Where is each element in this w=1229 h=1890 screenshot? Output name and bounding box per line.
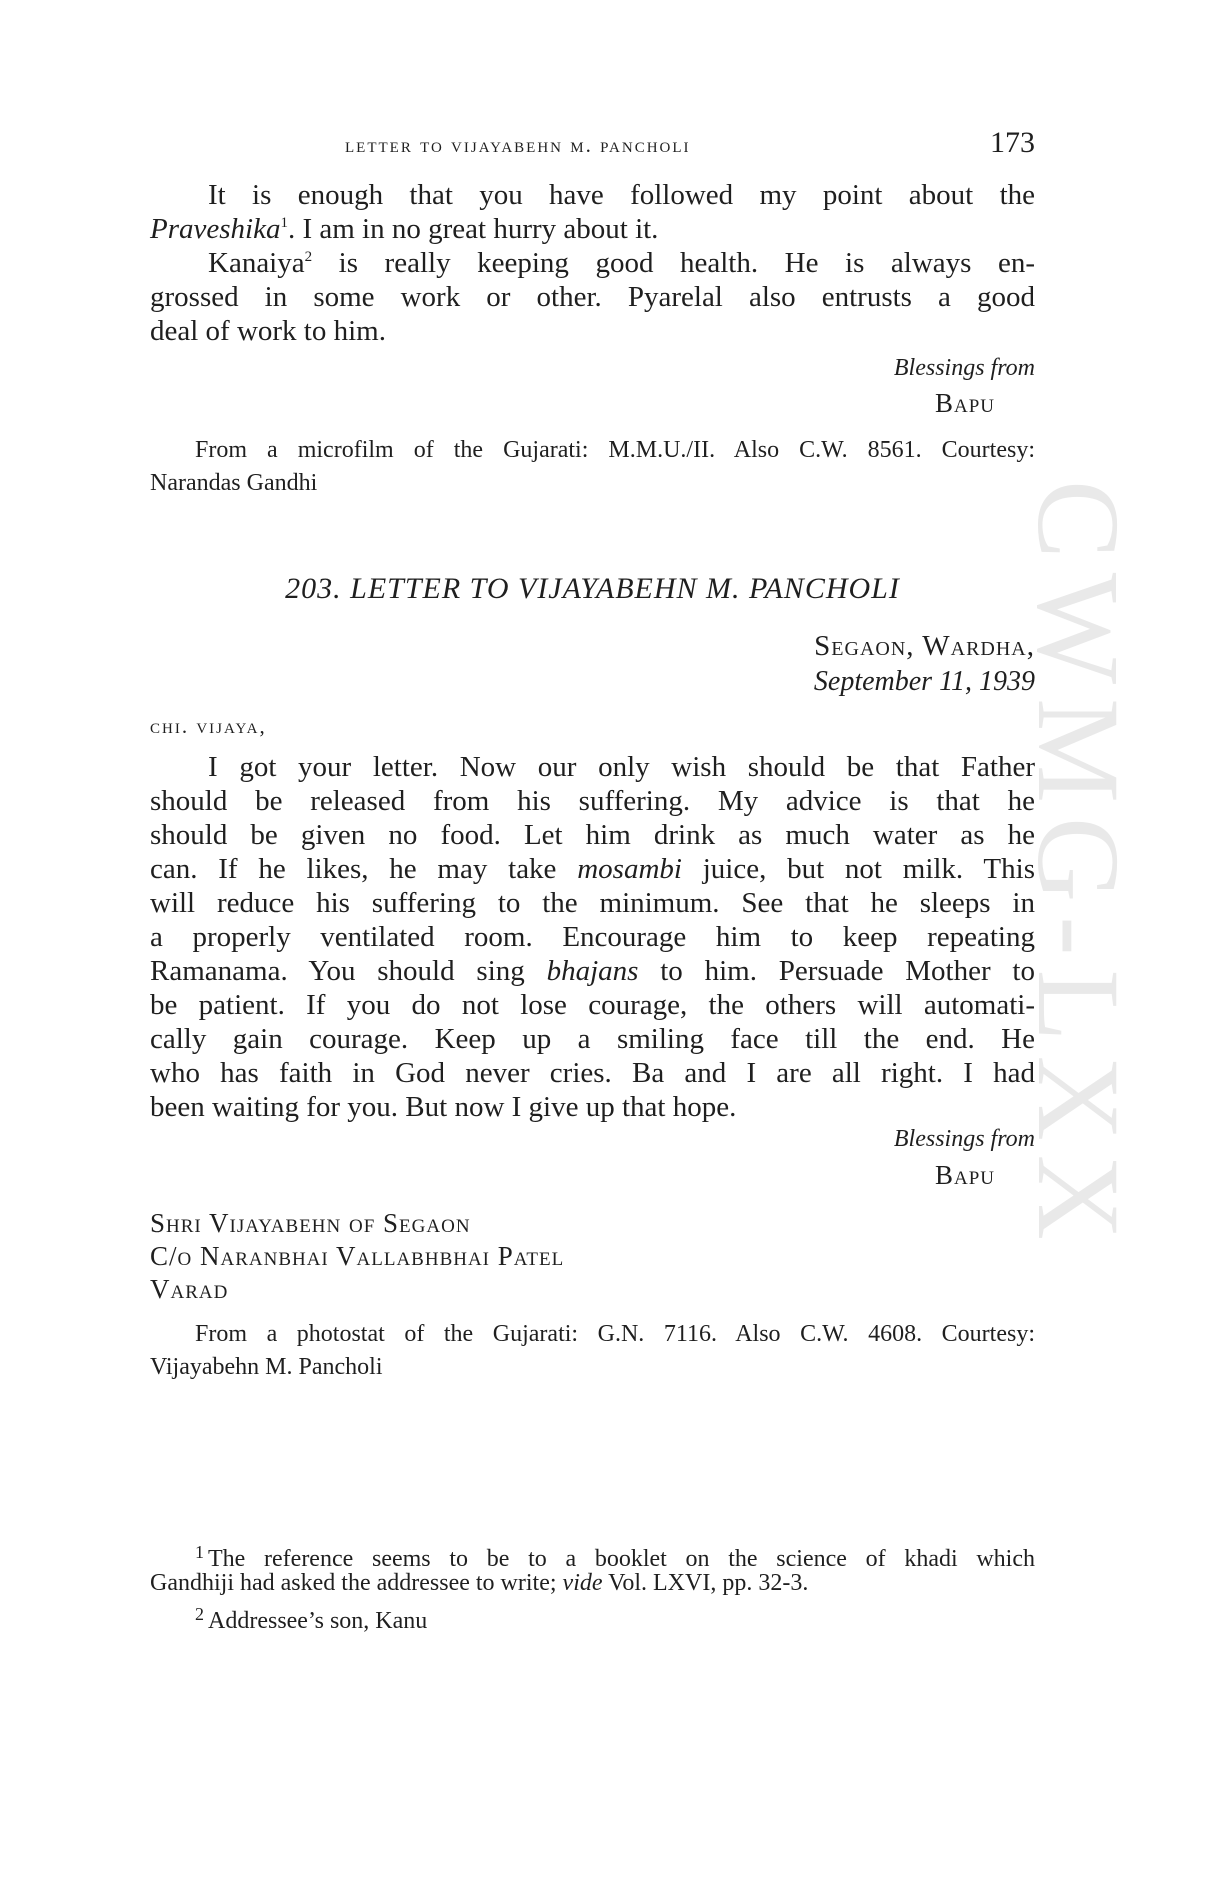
text-line <box>150 1022 1035 1056</box>
letter-source-line2: Vijayabehn M. Pancholi <box>150 1354 383 1380</box>
footnote-2 <box>150 1598 1035 1634</box>
text-run: should be given no food. Let him drink as much water as he <box>150 819 1035 851</box>
text-line <box>150 852 1035 886</box>
prev-source-line2: Narandas Gandhi <box>150 470 318 496</box>
watermark: CWMG-LXX <box>1013 480 1144 1255</box>
text-line <box>150 1056 1035 1090</box>
text-line <box>150 750 1035 784</box>
text-run: grossed in some work or other. Pyarelal also entrusts a good <box>150 281 1035 313</box>
footnote-2-marker: 2 <box>195 1604 204 1624</box>
page-number: 173 <box>990 126 1035 159</box>
running-title: letter to vijayabehn m. pancholi <box>345 133 691 157</box>
text-run: cally gain courage. Keep up a smiling face till the end. He <box>150 1023 1035 1055</box>
text-run: . I am in no great hurry about it. <box>287 213 659 245</box>
text-run: Gandhiji had asked the addressee to write; <box>150 1570 563 1596</box>
footnote-2-text: Addressee’s son, Kanu <box>208 1608 428 1634</box>
footnote-ref: 1 <box>280 215 288 231</box>
text-run: should be released from his suffering. My advice is that he <box>150 785 1035 817</box>
text-run: Kanaiya <box>208 247 305 279</box>
letter-date: September 11, 1939 <box>813 666 1035 697</box>
footnotes <box>150 1536 1035 1634</box>
text-line <box>150 212 1035 246</box>
text-line <box>150 954 1035 988</box>
italic-text: mosambi <box>577 853 682 885</box>
text-run: a properly ventilated room. Encourage him to keep repeating <box>150 921 1035 953</box>
text-run: juice, but not milk. This <box>681 853 1035 885</box>
text-line <box>150 314 1035 348</box>
footnote-1-text: The reference seems to be to a booklet on the science of khadi which <box>208 1546 1035 1572</box>
text-run: Ramanama. You should sing <box>150 955 547 987</box>
address-line2: C/o Naranbhai Vallabhbhai Patel <box>150 1241 565 1271</box>
footnote-ref: 2 <box>304 249 313 265</box>
text-run: It is enough that you have followed my point about the <box>208 179 1035 211</box>
text-run: to him. Persuade Mother to <box>638 955 1035 987</box>
letter-signature: Bapu <box>934 1160 995 1190</box>
text-run: who has faith in God never cries. Ba and I are all right. I had <box>150 1057 1035 1089</box>
text-line <box>150 280 1035 314</box>
text-run: is really keeping good health. He is always en- <box>312 247 1035 279</box>
letter-blessings: Blessings from <box>893 1126 1035 1152</box>
italic-text: bhajans <box>546 955 639 987</box>
text-run: will reduce his suffering to the minimum. See that he sleeps in <box>150 887 1035 919</box>
text-run: can. If he likes, he may take <box>150 853 578 885</box>
text-run: Vol. LXVI, pp. 32-3. <box>602 1570 809 1596</box>
text-run: deal of work to him. <box>150 315 386 347</box>
address-line1: Shri Vijayabehn of Segaon <box>150 1208 471 1238</box>
text-line <box>150 818 1035 852</box>
text-line <box>150 886 1035 920</box>
text-line <box>150 784 1035 818</box>
footnote-1-line1 <box>150 1536 1035 1572</box>
text-run: I got your letter. Now our only wish should be that Father <box>208 751 1035 783</box>
text-line <box>150 920 1035 954</box>
footnote-1-marker: 1 <box>195 1542 204 1562</box>
text-line <box>150 178 1035 212</box>
prev-source-note <box>150 434 1035 500</box>
text-line <box>150 988 1035 1022</box>
address-line3: Varad <box>150 1274 229 1304</box>
text-line <box>150 246 1035 280</box>
italic-text: vide <box>562 1570 603 1596</box>
prev-letter-body <box>150 178 1035 348</box>
salutation: chi. vijaya, <box>150 714 267 738</box>
text-run: be patient. If you do not lose courage, the others will automati- <box>150 989 1035 1021</box>
prev-source-line1: From a microfilm of the Gujarati: M.M.U./II. Also C.W. 8561. Courtesy: <box>195 437 1035 463</box>
letter-source-line1: From a photostat of the Gujarati: G.N. 7116. Also C.W. 4608. Courtesy: <box>195 1321 1035 1347</box>
letter-source-note <box>150 1318 1035 1384</box>
letter-place: Segaon, Wardha, <box>814 630 1035 662</box>
letter-body <box>150 750 1035 1124</box>
text-run: been waiting for you. But now I give up that hope. <box>150 1091 737 1123</box>
text-line <box>150 1090 1035 1124</box>
italic-text: Praveshika <box>150 213 281 245</box>
prev-signature: Bapu <box>934 388 995 418</box>
letter-heading: 203. LETTER TO VIJAYABEHN M. PANCHOLI <box>285 572 900 605</box>
letter-lines <box>150 750 1035 1124</box>
prev-blessings: Blessings from <box>893 355 1035 381</box>
prev-letter-lines <box>150 178 1035 348</box>
